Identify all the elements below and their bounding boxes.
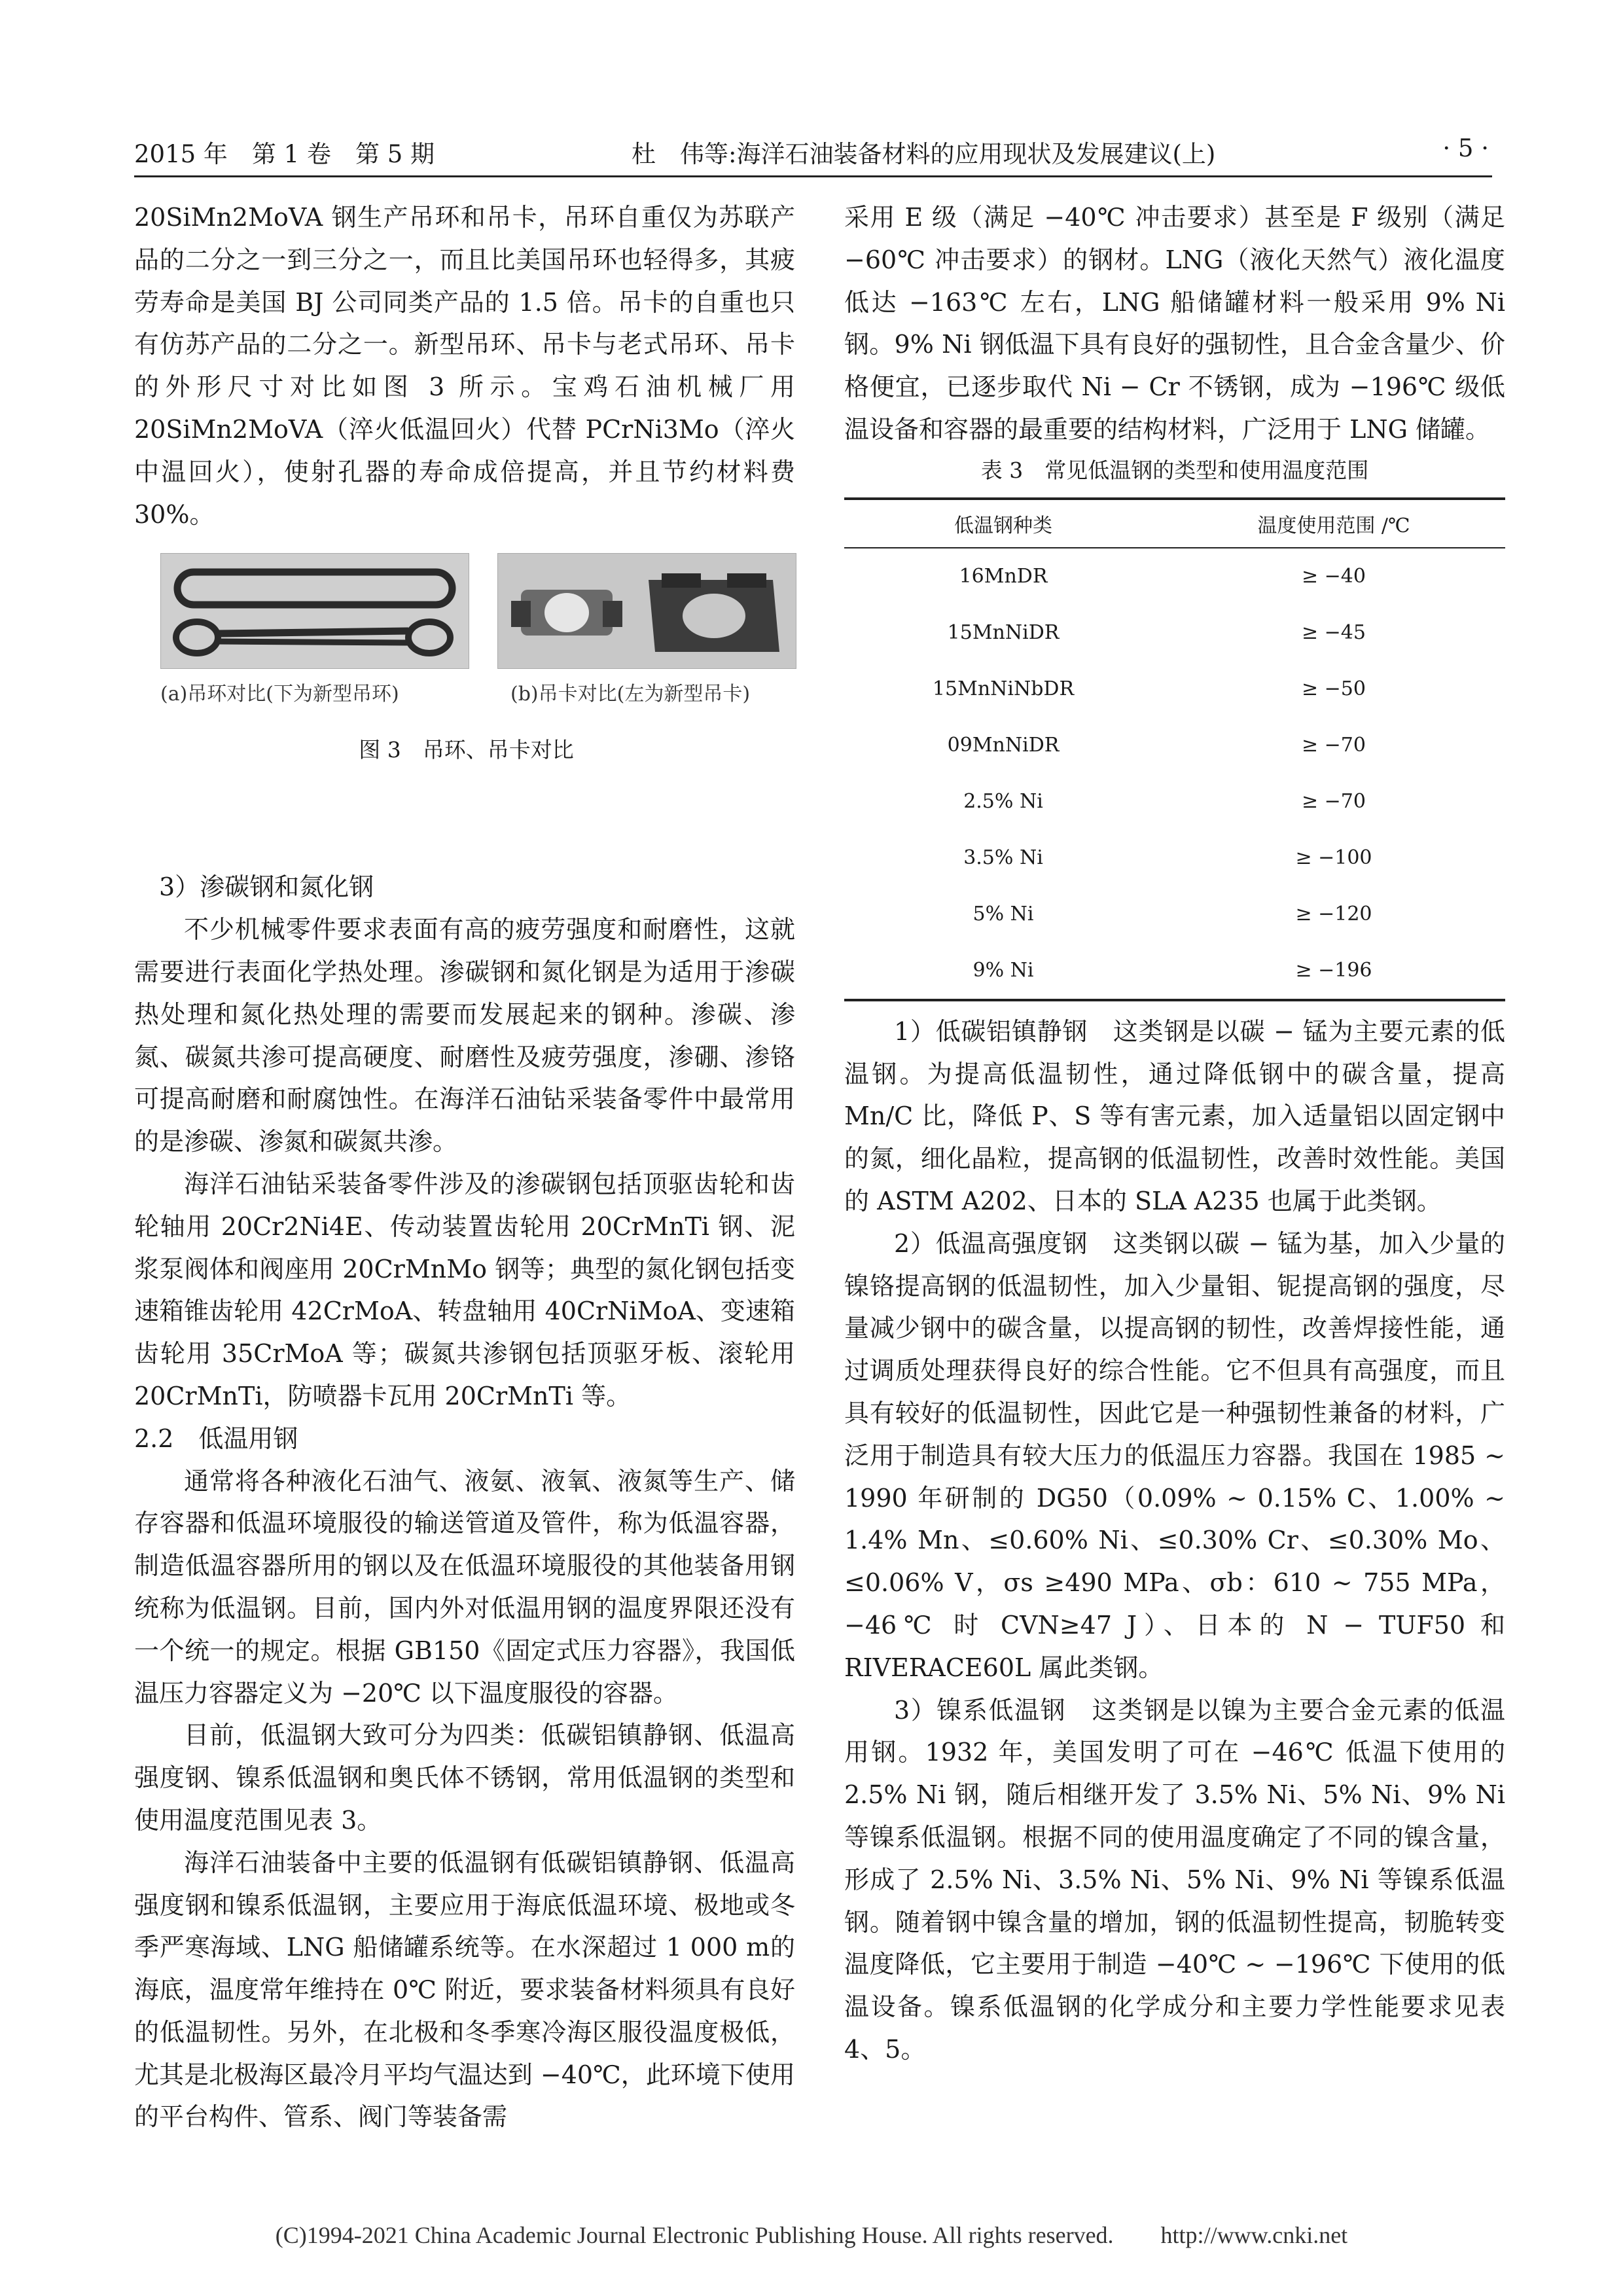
table-cell: 15MnNiNbDR (932, 677, 1075, 701)
paragraph: 不少机械零件要求表面有高的疲劳强度和耐磨性，这就需要进行表面化学热处理。渗碳钢和氮化钢是为适用于渗碳热处理和氮化热处理的需要而发展起来的钢种。渗碳、渗氮、碳氮共渗可提高硬度、耐磨性及疲劳强度，渗硼、渗铬可提高耐磨和耐腐蚀性。在海洋石油钻采装备零件中最常用的是渗碳、渗氮和碳氮共渗。 (134, 915, 795, 1157)
table-3-caption: 表 3 常见低温钢的类型和使用温度范围 (980, 457, 1369, 483)
table-cell: ≥ −50 (1302, 677, 1366, 701)
table-cell: 5% Ni (972, 903, 1034, 926)
page-number: · 5 · (1442, 134, 1489, 162)
paragraph: 2）低温高强度钢 这类钢以碳 − 锰为基，加入少量的镍铬提高钢的低温韧性，加入少量钼、铌提高钢的强度，尽量减少钢中的碳含量，以提高钢的韧性，改善焊接性能，通过调质处理获得良好的综合性能。它不但具有高强度，而且具有较好的低温韧性，因此它是一种强韧性兼备的材料，广泛用于制造具有较大压力的低温压力容器。我国在 1985 ~ 1990 年研制的 DG50（0.09% ~ 0.15% C、1.00% ~ 1.4% Mn、≤0.60% Ni、≤0.30% Cr、≤0.30% Mo、≤0.06% V，σs ≥490 MPa、σb：610 ~ 755 MPa，−46℃ 时 CVN≥47 J）、日本的 N − TUF50 和 RIVERACE60L 属此类钢。 (844, 1229, 1505, 1682)
spacer (844, 1001, 1505, 1011)
table-cell: ≥ −40 (1302, 565, 1366, 588)
paragraph: 采用 E 级（满足 −40℃ 冲击要求）甚至是 F 级别（满足 −60℃ 冲击要求）的钢材。LNG（液化天然气）液化温度低达 −163℃ 左右，LNG 船储罐材料一般采用 9% Ni 钢。9% Ni 钢低温下具有良好的强韧性，且合金含量少、价格便宜，已逐步取代 Ni − Cr 不锈钢，成为 −196℃ 级低温设备和容器的最重要的结构材料，广泛用于 LNG 储罐。 (844, 203, 1505, 444)
table-row (844, 661, 1505, 717)
running-header (134, 134, 1489, 173)
article-running-title: 杜 伟等:海洋石油装备材料的应用现状及发展建议(上) (632, 140, 1216, 168)
table-cell: 15MnNiDR (947, 621, 1060, 645)
table-cell: 09MnNiDR (947, 734, 1060, 757)
paragraph: 20SiMn2MoVA 钢生产吊环和吊卡，吊环自重仅为苏联产品的二分之一到三分之一，而且比美国吊环也轻得多，其疲劳寿命是美国 BJ 公司同类产品的 1.5 倍。吊卡的自重也只有仿苏产品的二分之一。新型吊环、吊卡与老式吊环、吊卡的外形尺寸对比如图 3 所示。宝鸡石油机械厂用 20SiMn2MoVA（淬火低温回火）代替 PCrNi3Mo（淬火中温回火），使射孔器的寿命成倍提高，并且节约材料费 30%。 (134, 203, 795, 529)
right-column (844, 196, 1505, 2071)
table-row (844, 605, 1505, 661)
figure-3a-caption: (a)吊环对比(下为新型吊环) (160, 683, 399, 706)
left-column (134, 196, 795, 2138)
table-row (844, 774, 1505, 830)
paragraph: 1）低碳铝镇静钢 这类钢是以碳 − 锰为主要元素的低温钢。为提高低温韧性，通过降低钢中的碳含量，提高 Mn/C 比，降低 P、S 等有害元素，加入适量铝以固定钢中的氮，细化晶粒，提高钢的低温韧性，改善时效性能。美国的 ASTM A202、日本的 SLA A235 也属于此类钢。 (844, 1016, 1505, 1215)
table-cell: ≥ −100 (1295, 846, 1372, 870)
section-heading-2-2: 2.2 低温用钢 (134, 1424, 298, 1453)
paragraph: 通常将各种液化石油气、液氨、液氧、液氮等生产、储存容器和低温环境服役的输送管道及管件，称为低温容器，制造低温容器所用的钢以及在低温环境服役的其他装备用钢统称为低温钢。目前，国内外对低温用钢的温度界限还没有一个统一的规定。根据 GB150《固定式压力容器》，我国低温压力容器定义为 −20℃ 以下温度服役的容器。 (134, 1466, 795, 1708)
paragraph: 3）镍系低温钢 这类钢是以镍为主要合金元素的低温用钢。1932 年，美国发明了可在 −46℃ 低温下使用的 2.5% Ni 钢，随后相继开发了 3.5% Ni、5% Ni、9% Ni 等镍系低温钢。根据不同的使用温度确定了不同的镍含量，形成了 2.5% Ni、3.5% Ni、5% Ni、9% Ni 等镍系低温钢。随着钢中镍含量的增加，钢的低温韧性提高，韧脆转变温度降低，它主要用于制造 −40℃ ~ −196℃ 下使用的低温设备。镍系低温钢的化学成分和主要力学性能要求见表 4、5。 (844, 1695, 1505, 2064)
paragraph: 目前，低温钢大致可分为四类：低碳铝镇静钢、低温高强度钢、镍系低温钢和奥氏体不锈钢，常用低温钢的类型和使用温度范围见表 3。 (134, 1721, 795, 1835)
header-rule (134, 175, 1492, 177)
lifting-ring-photo (160, 553, 469, 669)
table-cell: ≥ −70 (1302, 734, 1366, 757)
table-cell: 3.5% Ni (963, 846, 1043, 870)
table-cell: 16MnDR (959, 565, 1048, 588)
section-heading: 3）渗碳钢和氮化钢 (159, 872, 374, 902)
table-cell: ≥ −120 (1295, 903, 1372, 926)
table-row (844, 942, 1505, 1000)
table-row (844, 548, 1505, 605)
journal-issue: 2015 年 第 1 卷 第 5 期 (134, 140, 435, 168)
table-cell: 2.5% Ni (963, 790, 1043, 814)
table-3 (844, 497, 1505, 1001)
table-cell: ≥ −196 (1162, 942, 1505, 1000)
copyright-footer: (C)1994-2021 China Academic Journal Electronic Publishing House. All rights reserved. http://www.cnki.net (275, 2222, 1348, 2248)
table-cell: ≥ −70 (1302, 790, 1366, 814)
figure-3-caption: 图 3 吊环、吊卡对比 (359, 737, 574, 762)
figure-3b-caption: (b)吊卡对比(左为新型吊卡) (510, 683, 751, 706)
table-header-cell: 低温钢种类 (844, 499, 1162, 548)
table-header-row (844, 499, 1505, 548)
table-row (844, 830, 1505, 886)
table-row (844, 717, 1505, 774)
table-cell: ≥ −45 (1302, 621, 1366, 645)
elevator-photo (497, 553, 796, 669)
table-cell: 9% Ni (844, 942, 1162, 1000)
paragraph: 海洋石油装备中主要的低温钢有低碳铝镇静钢、低温高强度钢和镍系低温钢，主要应用于海底低温环境、极地或冬季严寒海域、LNG 船储罐系统等。在水深超过 1 000 m的海底，温度常年维持在 0℃ 附近，要求装备材料须具有良好的低温韧性。另外，在北极和冬季寒冷海区服役温度极低，尤其是北极海区最冷月平均气温达到 −40℃，此环境下使用的平台构件、管系、阀门等装备需 (134, 1848, 795, 2132)
table-header-cell: 温度使用范围 /℃ (1162, 499, 1505, 548)
paragraph: 海洋石油钻采装备零件涉及的渗碳钢包括顶驱齿轮和齿轮轴用 20Cr2Ni4E、传动装置齿轮用 20CrMnTi 钢、泥浆泵阀体和阀座用 20CrMnMo 钢等；典型的氮化钢包括变速箱锥齿轮用 42CrMoA、转盘轴用 40CrNiMoA、变速箱齿轮用 35CrMoA 等；碳氮共渗钢包括顶驱牙板、滚轮用 20CrMnTi，防喷器卡瓦用 20CrMnTi 等。 (134, 1169, 795, 1410)
table-row (844, 886, 1505, 942)
